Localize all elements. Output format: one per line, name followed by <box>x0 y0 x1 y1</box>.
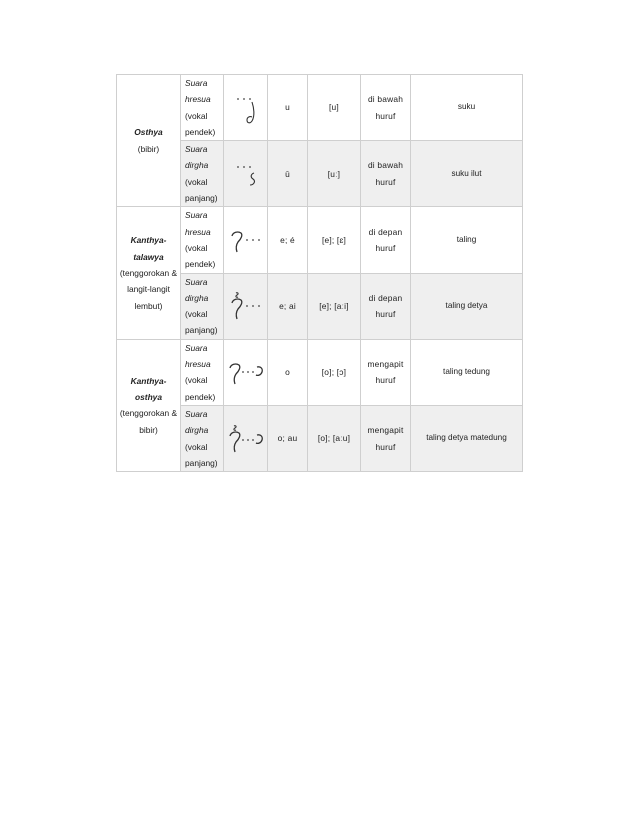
type-line: hresua <box>185 359 211 370</box>
position-line: huruf <box>375 375 396 386</box>
suku-icon <box>226 86 266 130</box>
group-description: (tenggorokan & bibir) <box>119 408 178 435</box>
vowel-diacritics-table <box>116 74 523 472</box>
type-line: pendek) <box>185 391 216 402</box>
latin-cell: u <box>268 75 308 141</box>
type-line: pendek) <box>185 126 216 137</box>
type-line: pendek) <box>185 259 216 270</box>
latin-cell: o; au <box>268 405 308 471</box>
taling-detya-matedung-icon <box>226 417 266 461</box>
vowel-type-cell <box>181 405 224 471</box>
position-line: di depan <box>368 292 403 303</box>
position-line: di bawah <box>367 94 404 105</box>
vowel-type-cell <box>181 339 224 405</box>
glyph-cell <box>224 207 268 273</box>
type-line: dirgha <box>185 425 209 436</box>
suku-ilut-icon <box>226 152 266 196</box>
table-row <box>117 207 523 273</box>
group-cell-kanthya-talawya <box>117 207 181 339</box>
ipa-cell: [e]; [ɛ] <box>308 207 361 273</box>
group-name: Osthya <box>134 127 163 138</box>
vowel-type-cell <box>181 141 224 207</box>
diacritic-name-cell: taling tedung <box>411 339 523 405</box>
position-cell <box>361 339 411 405</box>
position-line: huruf <box>375 110 396 121</box>
type-line: dirgha <box>185 292 209 303</box>
group-description: (bibir) <box>137 143 160 154</box>
type-line: (vokal <box>185 441 208 452</box>
diacritic-name-cell: taling detya <box>411 273 523 339</box>
diacritic-name-cell: taling detya matedung <box>411 405 523 471</box>
glyph-cell <box>224 141 268 207</box>
type-line: Suara <box>185 144 208 155</box>
position-line: di depan <box>368 226 403 237</box>
latin-cell: e; é <box>268 207 308 273</box>
group-description: (tenggorokan & langit-langit lembut) <box>119 267 178 311</box>
position-line: di bawah <box>367 160 404 171</box>
type-line: hresua <box>185 226 211 237</box>
position-cell <box>361 207 411 273</box>
vowel-type-cell <box>181 207 224 273</box>
type-line: (vokal <box>185 176 208 187</box>
position-line: mengapit <box>367 425 404 436</box>
taling-icon <box>226 218 266 262</box>
type-line: Suara <box>185 276 208 287</box>
type-line: hresua <box>185 94 211 105</box>
position-cell <box>361 405 411 471</box>
position-line: mengapit <box>367 359 404 370</box>
position-line: huruf <box>375 441 396 452</box>
taling-detya-icon <box>226 284 266 328</box>
type-line: Suara <box>185 342 208 353</box>
group-name: Kanthya-talawya <box>130 235 167 262</box>
glyph-cell <box>224 339 268 405</box>
ipa-cell: [e]; [aːi] <box>308 273 361 339</box>
glyph-cell <box>224 405 268 471</box>
group-cell-kanthya-osthya <box>117 339 181 471</box>
position-cell <box>361 141 411 207</box>
table-row <box>117 75 523 141</box>
group-name: Kanthya-osthya <box>130 375 167 403</box>
glyph-cell <box>224 273 268 339</box>
diacritic-name-cell: taling <box>411 207 523 273</box>
glyph-cell <box>224 75 268 141</box>
vowel-type-cell <box>181 75 224 141</box>
type-line: Suara <box>185 78 208 88</box>
diacritic-name-cell: suku <box>411 75 523 141</box>
type-line: panjang) <box>185 457 218 468</box>
ipa-cell: [uː] <box>308 141 361 207</box>
ipa-cell: [o]; [ɔ] <box>308 339 361 405</box>
diacritic-name-cell: suku ilut <box>411 141 523 207</box>
type-line: (vokal <box>185 242 208 253</box>
latin-cell: o <box>268 339 308 405</box>
type-line: (vokal <box>185 375 208 386</box>
position-line: huruf <box>375 309 396 320</box>
position-cell <box>361 273 411 339</box>
taling-tedung-icon <box>226 350 266 394</box>
type-line: Suara <box>185 210 208 221</box>
type-line: Suara <box>185 408 208 419</box>
type-line: panjang) <box>185 325 218 336</box>
ipa-cell: [o]; [aːu] <box>308 405 361 471</box>
type-line: dirgha <box>185 160 209 171</box>
vowel-type-cell <box>181 273 224 339</box>
type-line: (vokal <box>185 309 208 320</box>
ipa-cell: [u] <box>308 75 361 141</box>
table-row <box>117 339 523 405</box>
type-line: panjang) <box>185 193 218 204</box>
type-line: (vokal <box>185 110 208 121</box>
position-line: huruf <box>375 242 396 253</box>
latin-cell: e; ai <box>268 273 308 339</box>
position-line: huruf <box>375 176 396 187</box>
group-cell-osthya <box>117 75 181 207</box>
position-cell <box>361 75 411 141</box>
latin-cell: ū <box>268 141 308 207</box>
